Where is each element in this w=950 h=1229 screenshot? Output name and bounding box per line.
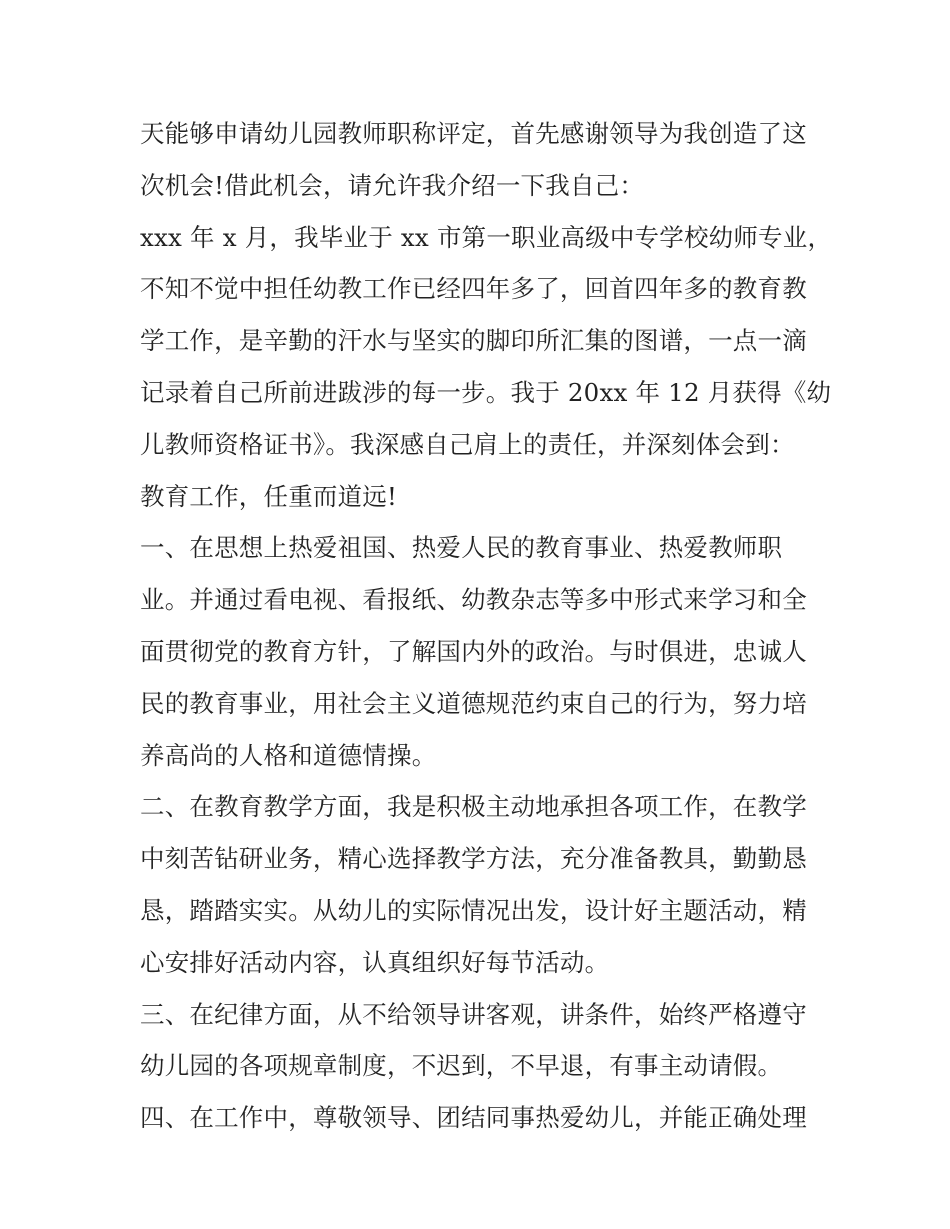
- text-line: 中刻苦钻研业务，精心选择教学方法，充分准备教具，勤勤恳: [140, 844, 807, 874]
- text-line: 二、在教育教学方面，我是积极主动地承担各项工作，在教学: [140, 792, 807, 822]
- text-line: 业。并通过看电视、看报纸、幼教杂志等多中形式来学习和全: [140, 585, 807, 615]
- text-line: 四、在工作中，尊敬领导、团结同事热爱幼儿，并能正确处理: [140, 1103, 807, 1133]
- text-line: 面贯彻党的教育方针，了解国内外的政治。与时俱进，忠诚人: [140, 636, 807, 666]
- text-line: xxx 年 x 月，我毕业于 xx 市第一职业高级中专学校幼师专业，: [140, 222, 833, 252]
- text-line: 教育工作，任重而道远!: [140, 481, 398, 511]
- text-line: 天能够申请幼儿园教师职称评定，首先感谢领导为我创造了这: [140, 119, 807, 148]
- text-line: 次机会!借此机会，请允许我介绍一下我自己：: [140, 170, 645, 200]
- text-line: 一、在思想上热爱祖国、热爱人民的教育事业、热爱教师职: [140, 533, 783, 563]
- text-line: 不知不觉中担任幼教工作已经四年多了，回首四年多的教育教: [140, 274, 807, 304]
- text-line: 民的教育事业，用社会主义道德规范约束自己的行为，努力培: [140, 688, 807, 718]
- text-line: 恳，踏踏实实。从幼儿的实际情况出发，设计好主题活动，精: [140, 895, 807, 925]
- text-line: 幼儿园的各项规章制度，不迟到，不早退，有事主动请假。: [140, 1051, 783, 1081]
- text-line: 三、在纪律方面，从不给领导讲客观，讲条件，始终严格遵守: [140, 999, 807, 1029]
- text-line: 儿教师资格证书》。我深感自己肩上的责任，并深刻体会到：: [140, 429, 795, 459]
- text-line: 记录着自己所前进跋涉的每一步。我于 20xx 年 12 月获得《幼: [140, 377, 832, 407]
- document-body: [140, 108, 833, 1144]
- text-line: 养高尚的人格和道德情操。: [140, 740, 437, 770]
- text-line: 学工作，是辛勤的汗水与坚实的脚印所汇集的图谱，一点一滴: [140, 326, 807, 356]
- text-line: 心安排好活动内容，认真组织好每节活动。: [140, 947, 610, 977]
